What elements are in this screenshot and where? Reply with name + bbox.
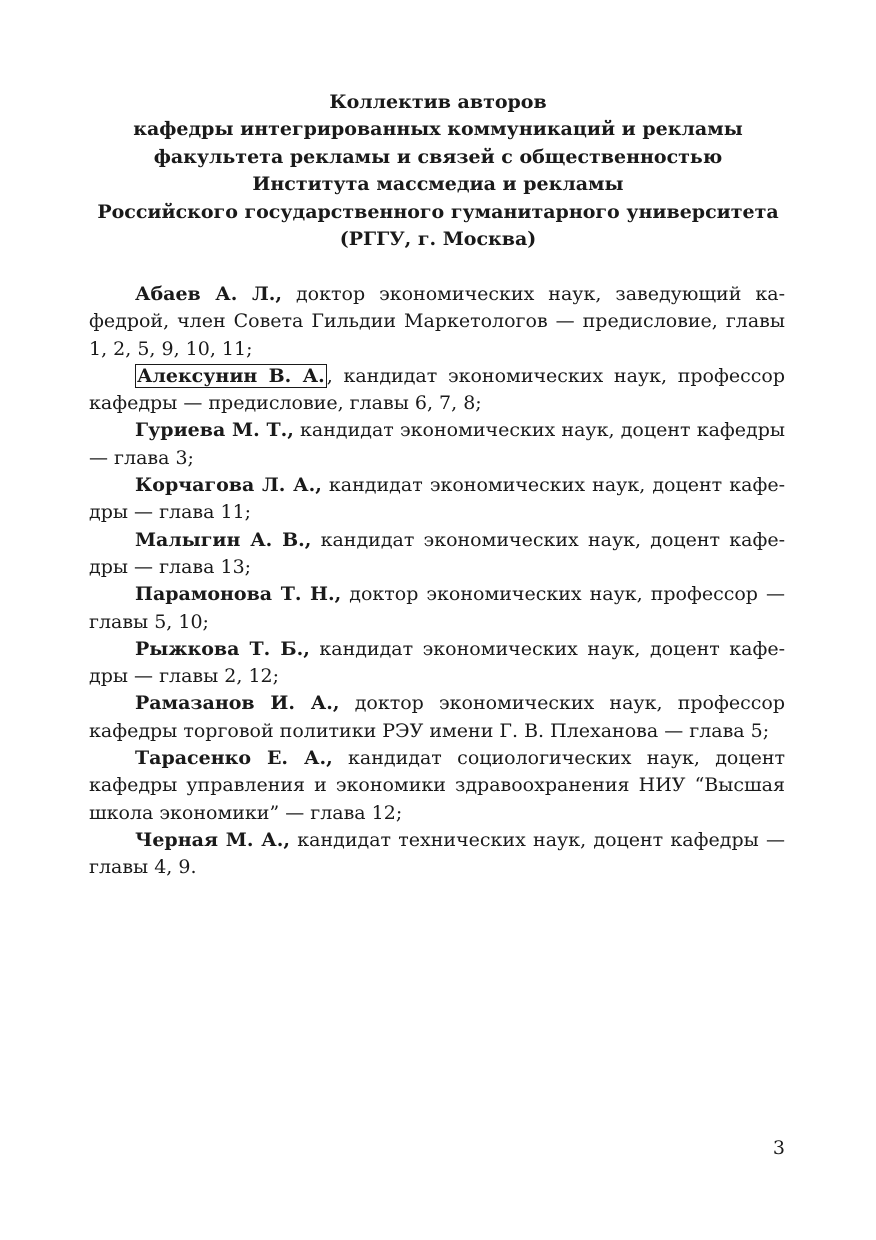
heading-line: Коллектив авторов [329,91,547,113]
author-description: кандидат экономических наук, доцент кафедры — главы 2, 12; [89,637,786,688]
heading-line: Российского государственного гуманитарного университета [97,200,779,223]
author-entry [89,363,785,418]
author-entry [89,690,785,745]
author-name: Рыжкова Т. Б., [135,637,310,660]
heading-line: (РГГУ, г. Москва) [339,228,537,251]
author-entry [89,581,785,636]
author-entry [89,281,785,363]
author-entry [89,636,785,691]
authors-collective-heading [60,89,816,253]
author-description: кандидат экономических наук, доцент кафедры — глава 13; [89,528,785,578]
author-name: Корчагова Л. А., [135,474,322,497]
author-name: Рамазанов И. А., [135,692,340,715]
author-name-suffix: , [326,364,333,387]
author-name: Парамонова Т. Н., [135,583,342,606]
author-description: доктор экономических наук, профессор кафедры торговой политики РЭУ имени Г. В. Плеханова — глава 5; [89,692,785,742]
author-description: кандидат экономических наук, профессор кафедры — предисловие, главы 6, 7, 8; [89,364,785,415]
page-number: 3 [772,1137,785,1159]
author-name: Черная М. А., [135,828,290,851]
author-name: Тарасенко Е. А., [135,747,333,770]
heading-line: факультета рекламы и связей с общественностью [153,145,723,168]
author-name-highlighted: Алексунин В. А. [137,364,325,387]
heading-line: Института массмедиа и рекламы [252,173,624,196]
author-description: кандидат технических наук, доцент кафедры — главы 4, 9. [89,828,785,879]
author-name: Малыгин А. В., [135,528,312,551]
heading-line: кафедры интегрированных коммуникаций и рекламы [133,118,743,141]
author-entry [89,472,785,527]
author-entry [89,527,785,582]
author-entry [89,745,785,827]
author-description: кандидат социологических наук, доцент кафедры управления и экономики здравоохранения НИУ “Высшая школа экономики” — глава 12; [89,747,785,824]
author-description: доктор экономических наук, заведующий кафедрой, член Совета Гильдии Маркетологов — предисловие, главы 1, 2, 5, 9, 10, 11; [89,283,785,360]
author-entry [89,417,785,472]
author-entry [89,827,785,882]
author-description: кандидат экономических наук, доцент кафедры — глава 11; [89,474,786,524]
author-name: Абаев А. Л., [135,283,282,305]
authors-list [89,281,785,882]
author-name: Гуриева М. Т., [135,419,294,442]
author-description: кандидат экономических наук, доцент кафедры — глава 3; [89,419,785,469]
author-description: доктор экономических наук, профессор — главы 5, 10; [89,583,785,633]
